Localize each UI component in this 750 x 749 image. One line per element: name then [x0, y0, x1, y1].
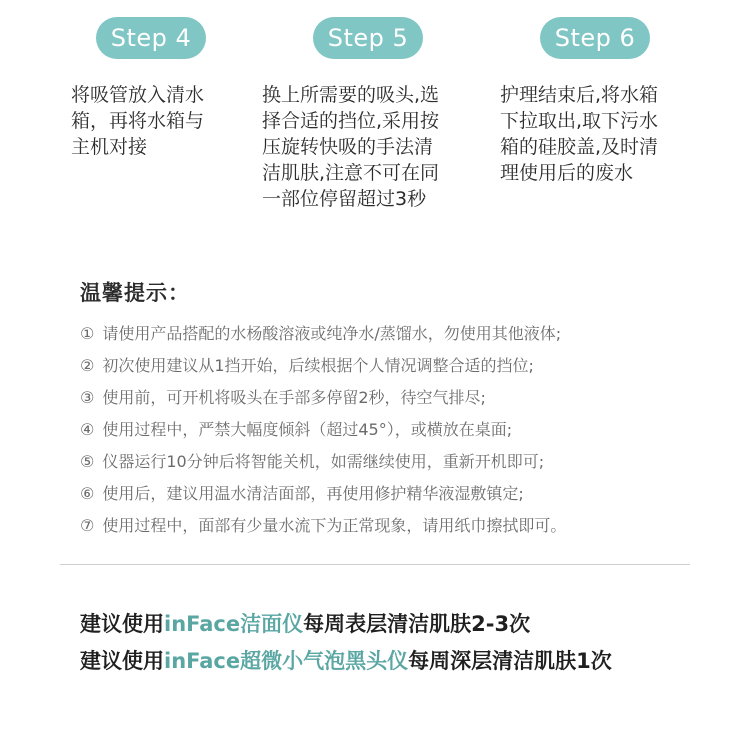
- tip-number: ②: [80, 356, 95, 375]
- rec-product: inFace超微小气泡黑头仪: [164, 649, 409, 673]
- tip-item: [80, 510, 700, 542]
- tip-number: ⑤: [80, 452, 95, 471]
- step-4-badge: Step 4: [96, 17, 206, 59]
- recommendation-line: [80, 645, 612, 675]
- tip-item: [80, 318, 700, 350]
- tip-number: ③: [80, 388, 95, 407]
- rec-prefix: 建议使用: [80, 612, 164, 636]
- recommendation-line: [80, 608, 530, 638]
- tip-item: [80, 382, 700, 414]
- tip-item: [80, 446, 700, 478]
- tip-number: ⑦: [80, 516, 95, 535]
- rec-prefix: 建议使用: [80, 649, 164, 673]
- tip-text: 使用后，建议用温水清洁面部，再使用修护精华液湿敷镇定;: [102, 484, 524, 503]
- tip-text: 使用过程中，面部有少量水流下为正常现象，请用纸巾擦拭即可。: [102, 516, 567, 535]
- tip-item: [80, 478, 700, 510]
- tip-text: 使用前，可开机将吸头在手部多停留2秒，待空气排尽;: [102, 388, 486, 407]
- tip-item: [80, 414, 700, 446]
- tip-text: 仪器运行10分钟后将智能关机，如需继续使用，重新开机即可;: [102, 452, 545, 471]
- divider: [60, 564, 690, 565]
- step-4-text: 将吸管放入清水 箱，再将水箱与 主机对接: [71, 84, 205, 158]
- tip-text: 请使用产品搭配的水杨酸溶液或纯净水/蒸馏水，勿使用其他液体;: [102, 324, 562, 343]
- rec-product: inFace洁面仪: [164, 612, 304, 636]
- tip-number: ④: [80, 420, 95, 439]
- tip-text: 使用过程中，严禁大幅度倾斜（超过45°），或横放在桌面;: [102, 420, 513, 439]
- step-5-text: 换上所需要的吸头,选 择合适的挡位,采用按 压旋转快吸的手法清 洁肌肤,注意不可在同 一部位停留超过3秒: [262, 84, 440, 210]
- step-6-badge: Step 6: [540, 17, 650, 59]
- rec-suffix: 每周表层清洁肌肤2-3次: [303, 612, 531, 636]
- tip-number: ⑥: [80, 484, 95, 503]
- step-5-badge: Step 5: [313, 17, 423, 59]
- tips-title: 温馨提示：: [80, 281, 190, 305]
- tips-list: [80, 318, 700, 542]
- rec-suffix: 每周深层清洁肌肤1次: [408, 649, 612, 673]
- tip-item: [80, 350, 700, 382]
- tip-number: ①: [80, 324, 95, 343]
- tip-text: 初次使用建议从1挡开始，后续根据个人情况调整合适的挡位;: [102, 356, 534, 375]
- step-6-text: 护理结束后,将水箱 下拉取出,取下污水 箱的硅胶盖,及时清 理使用后的废水: [500, 84, 659, 184]
